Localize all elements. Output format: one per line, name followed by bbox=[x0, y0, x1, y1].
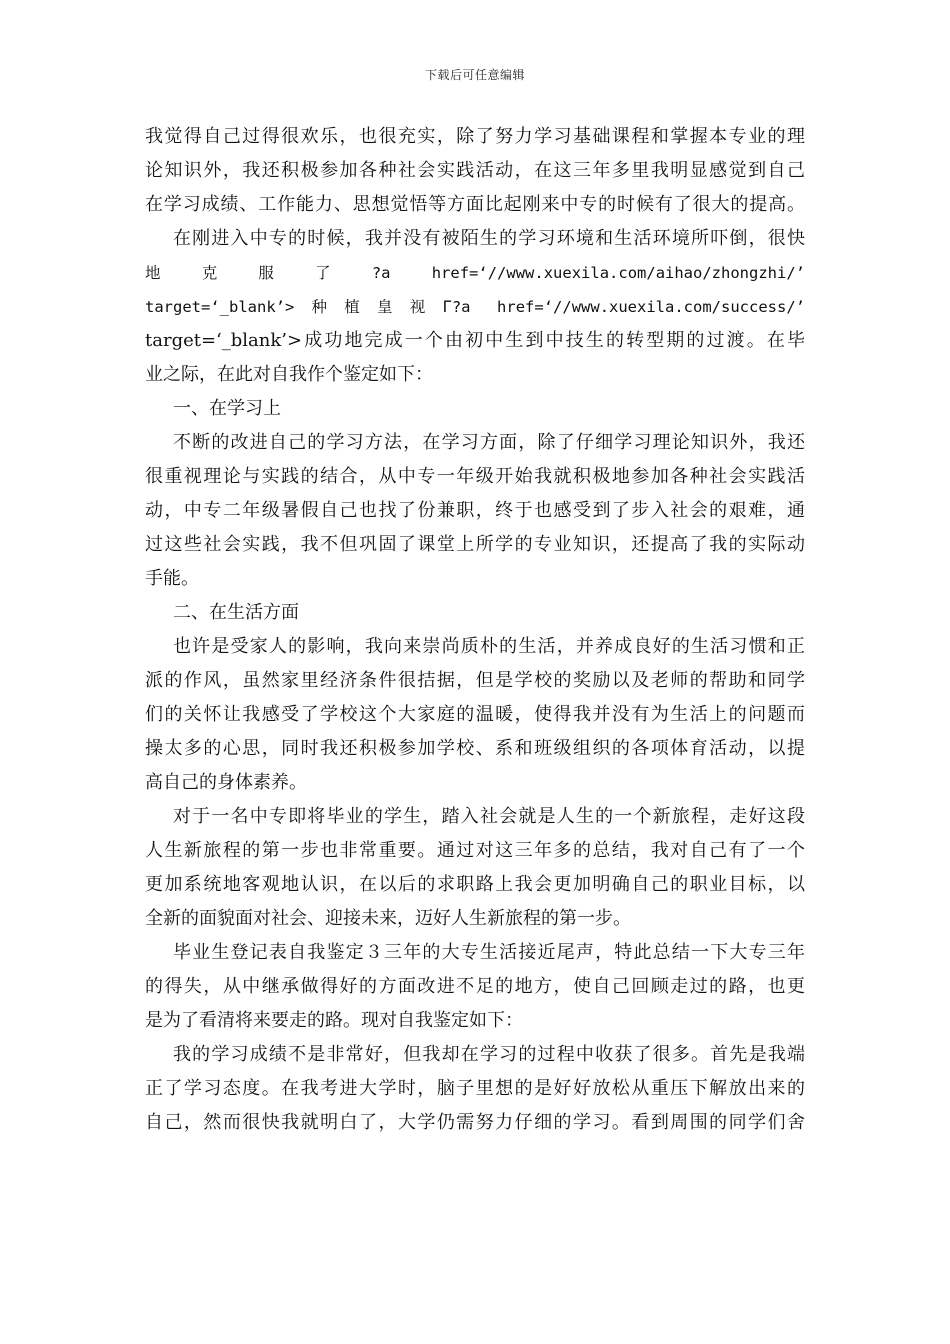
section-heading: 一、在学习上 bbox=[173, 398, 281, 419]
text-line: 地 克 服 了 ?a href=‘//www.xuexila.com/aihao/zhongzhi/’ bbox=[145, 264, 805, 282]
text-line: 在刚进入中专的时候，我并没有被陌生的学习环境和生活环境所吓倒，很快 bbox=[173, 228, 805, 249]
text-line: 不断的改进自己的学习方法，在学习方面，除了仔细学习理论知识外，我还 bbox=[173, 432, 805, 453]
text-line: 在学习成绩、工作能力、思想觉悟等方面比起刚来中专的时候有了很大的提高。 bbox=[145, 194, 805, 215]
text-line: 动，中专二年级暑假自己也找了份兼职，终于也感受到了步入社会的艰难，通 bbox=[145, 500, 805, 521]
text-line: 更加系统地客观地认识，在以后的求职路上我会更加明确自己的职业目标，以 bbox=[145, 874, 805, 895]
text-line: 很重视理论与实践的结合，从中专一年级开始我就积极地参加各种社会实践活 bbox=[145, 466, 805, 487]
text-line: 们的关怀让我感受了学校这个大家庭的温暖，使得我并没有为生活上的问题而 bbox=[145, 704, 805, 725]
text-line: 也许是受家人的影响，我向来崇尚质朴的生活，并养成良好的生活习惯和正 bbox=[173, 636, 805, 657]
text-line: 对于一名中专即将毕业的学生，踏入社会就是人生的一个新旅程，走好这段 bbox=[173, 806, 805, 827]
text-line: target=‘_blank’>成功地完成一个由初中生到中技生的转型期的过渡。在毕 bbox=[145, 330, 805, 351]
document-body bbox=[145, 120, 805, 1140]
text-line: 操太多的心思，同时我还积极参加学校、系和班级组织的各项体育活动，以提 bbox=[145, 738, 805, 759]
text-line: target=‘_blank’>种植皇视Γ?a href=‘//www.xuexila.com/success/’ bbox=[145, 298, 805, 316]
text-line: 毕业生登记表自我鉴定３三年的大专生活接近尾声，特此总结一下大专三年 bbox=[173, 942, 805, 963]
text-line: 过这些社会实践，我不但巩固了课堂上所学的专业知识，还提高了我的实际动 bbox=[145, 534, 805, 555]
text-line: 派的作风，虽然家里经济条件很拮据，但是学校的奖励以及老师的帮助和同学 bbox=[145, 670, 805, 691]
text-line: 人生新旅程的第一步也非常重要。通过对这三年多的总结，我对自己有了一个 bbox=[145, 840, 805, 861]
text-line: 正了学习态度。在我考进大学时，脑子里想的是好好放松从重压下解放出来的 bbox=[145, 1078, 805, 1099]
text-line: 论知识外，我还积极参加各种社会实践活动，在这三年多里我明显感觉到自己 bbox=[145, 160, 805, 181]
section-heading: 二、在生活方面 bbox=[173, 602, 299, 623]
text-line: 手能。 bbox=[145, 568, 199, 589]
text-line: 是为了看清将来要走的路。现对自我鉴定如下： bbox=[145, 1010, 523, 1031]
text-line: 我的学习成绩不是非常好，但我却在学习的过程中收获了很多。首先是我端 bbox=[173, 1044, 805, 1065]
text-line: 自己，然而很快我就明白了，大学仍需努力仔细的学习。看到周围的同学们舍 bbox=[145, 1112, 805, 1133]
text-line: 全新的面貌面对社会、迎接未来，迈好人生新旅程的第一步。 bbox=[145, 908, 631, 929]
page-header: 下载后可任意编辑 bbox=[424, 68, 525, 82]
text-line: 我觉得自己过得很欢乐，也很充实，除了努力学习基础课程和掌握本专业的理 bbox=[145, 126, 805, 147]
text-line: 高自己的身体素养。 bbox=[145, 772, 307, 793]
text-line: 的得失，从中继承做得好的方面改进不足的地方，使自己回顾走过的路，也更 bbox=[145, 976, 805, 997]
text-line: 业之际，在此对自我作个鉴定如下： bbox=[145, 364, 433, 385]
